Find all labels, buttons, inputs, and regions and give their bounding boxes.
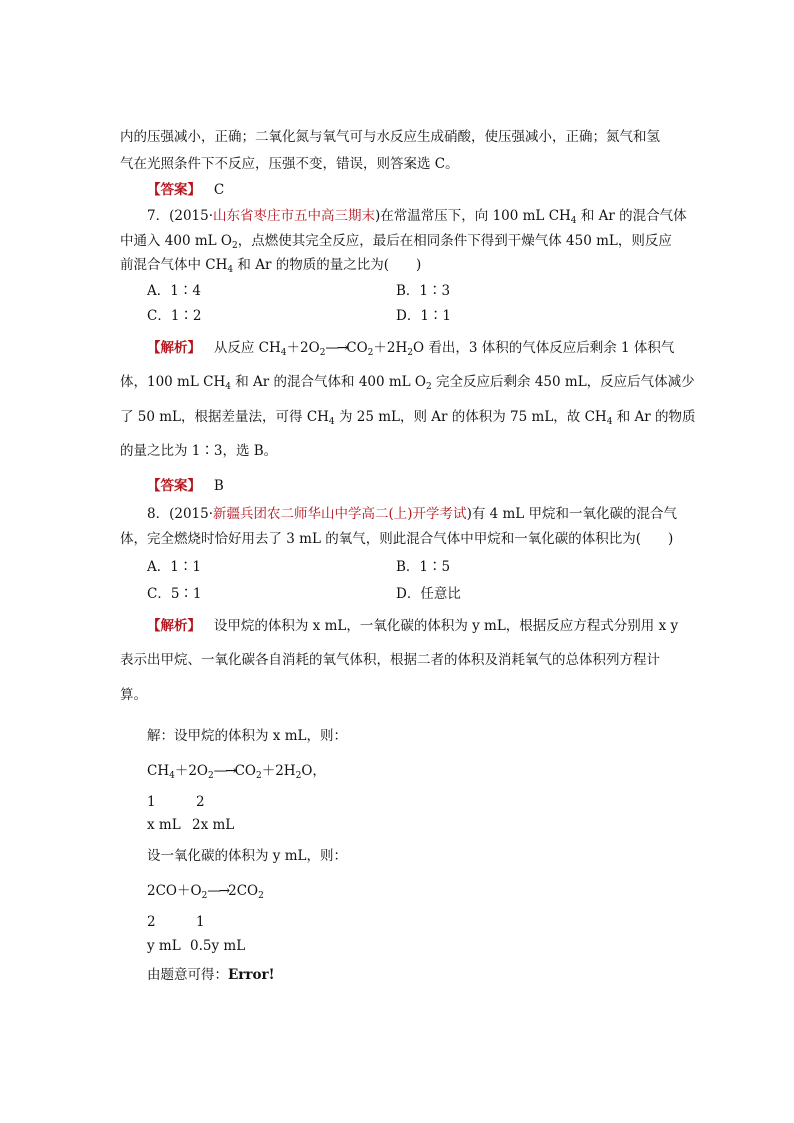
conclusion-line: 由题意可得：Error! [147,967,275,983]
option-a: A．1∶1 [147,559,201,575]
analysis-line: 【解析】 从反应 $CH_4+2O_2—\to CO_2+2H_2O$ 看出，3 体积的气体反应后剩余 1 体积气 [147,340,675,358]
solution-line: 解：设甲烷的体积为 x mL，则： [147,728,347,744]
text-line: 中通入 400 mL $O_2$，点燃使其完全反应，最后在相同条件下得到干燥气体 450 mL，则反应 [120,233,672,251]
equation-line: $2CO+O_2—\to 2CO_2$ [147,883,264,901]
text-line: 前混合气体中 $CH_4$ 和 Ar 的物质的量之比为( ) [120,257,422,275]
option-d: D．任意比 [396,586,461,602]
answer-tag: 【答案】 [147,478,201,494]
text-line: 气在光照条件下不反应，压强不变，错误，则答案选 C。 [120,156,459,172]
option-b: B．1∶5 [396,559,451,575]
ratio-line: 1 [196,914,205,930]
equation-line: $CH_4+2O_2—\to CO_2+2H_2O$， [147,763,326,781]
text-line: 表示出甲烷、一氧化碳各自消耗的氧气体积，根据二者的体积及消耗氧气的总体积列方程计 [120,652,660,668]
ratio-line: 2 [147,914,156,930]
solution-line: 设一氧化碳的体积为 y mL，则： [147,848,347,864]
text-line: 体，完全燃烧时恰好用去了 3 mL 的氧气，则此混合气体中甲烷和一氧化碳的体积比为( ) [120,531,674,547]
error-text: Error! [228,967,275,983]
analysis-tag: 【解析】 [147,340,201,356]
volume-line: x mL [147,817,181,833]
volume-line: 0.5y mL [190,938,246,954]
volume-line: y mL [147,938,181,954]
text-line: 了 50 mL，根据差量法，可得 $CH_4$ 为 25 mL，则 Ar 的体积为 75 mL，故 $CH_4$ 和 Ar 的物质 [120,409,696,427]
option-c: C．1∶2 [147,308,202,324]
text-line: 内的压强减小，正确；二氧化氮与氧气可与水反应生成硝酸，使压强减小，正确；氮气和氢 [120,129,660,145]
question-source: 新疆兵团农二师华山中学高二(上)开学考试 [213,506,467,522]
question-7-stem: 7．(2015·山东省枣庄市五中高三期末)在常温常压下，向 100 mL $CH_4$ 和 Ar 的混合气体 [147,208,687,226]
question-source: 山东省枣庄市五中高三期末 [213,208,376,224]
option-d: D．1∶1 [396,308,452,324]
ratio-line: 2 [196,794,205,810]
ratio-line: 1 [147,794,156,810]
text-line: 算。 [120,687,147,703]
reaction-arrow: —→ [207,883,229,899]
reaction-arrow: —→ [325,340,347,356]
analysis-tag: 【解析】 [147,618,201,634]
answer-line: 【答案】 B [147,478,224,494]
question-8-stem: 8．(2015·新疆兵团农二师华山中学高二(上)开学考试)有 4 mL 甲烷和一氧化碳的混合气 [147,506,678,522]
reaction-arrow: —→ [213,763,235,779]
answer-tag: 【答案】 [147,182,201,198]
analysis-line: 【解析】 设甲烷的体积为 x mL，一氧化碳的体积为 y mL，根据反应方程式分别用 x y [147,618,679,634]
volume-line: 2x mL [192,817,235,833]
text-line: 的量之比为 1∶3，选 B。 [120,443,278,459]
text-line: 体，100 mL $CH_4$ 和 Ar 的混合气体和 400 mL $O_2$ 完全反应后剩余 450 mL，反应后气体减少 [120,374,695,392]
answer-line: 【答案】 C [147,182,225,198]
option-a: A．1∶4 [147,283,201,299]
option-c: C．5∶1 [147,586,202,602]
option-b: B．1∶3 [396,283,451,299]
